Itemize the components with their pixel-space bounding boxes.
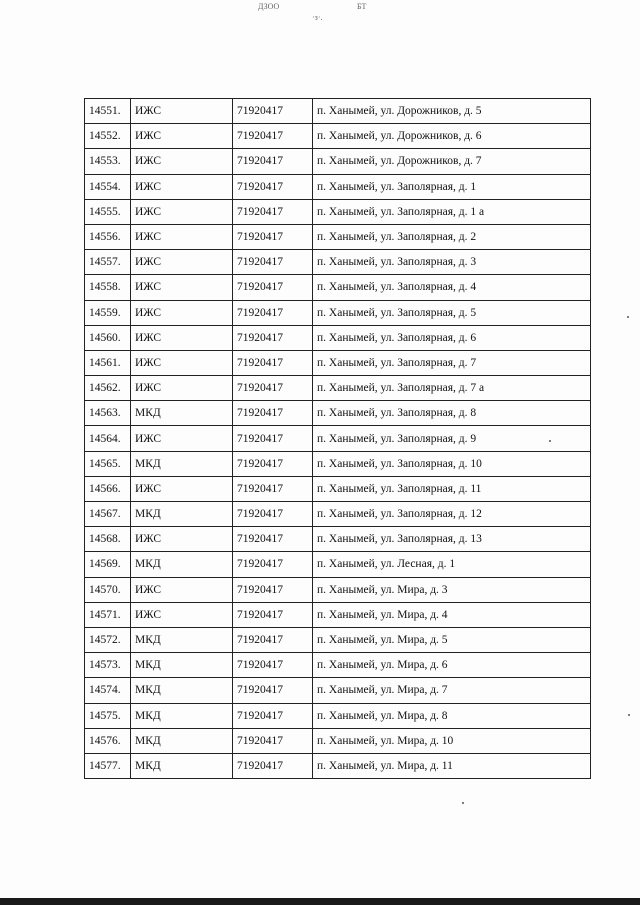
building-type-cell: ИЖС: [131, 476, 233, 501]
address-cell: п. Ханымей, ул. Заполярная, д. 12: [313, 502, 591, 527]
building-type-cell: ИЖС: [131, 99, 233, 124]
address-cell: п. Ханымей, ул. Заполярная, д. 5: [313, 300, 591, 325]
table-row: [85, 350, 591, 375]
table-row: [85, 653, 591, 678]
table-row: [85, 275, 591, 300]
building-type-cell: МКД: [131, 401, 233, 426]
address-cell: п. Ханымей, ул. Заполярная, д. 7: [313, 350, 591, 375]
oktmo-code-cell: 71920417: [233, 602, 313, 627]
address-cell: п. Ханымей, ул. Дорожников, д. 6: [313, 124, 591, 149]
oktmo-code-cell: 71920417: [233, 325, 313, 350]
oktmo-code-cell: 71920417: [233, 552, 313, 577]
row-number-cell: 14576.: [85, 728, 131, 753]
address-cell: п. Ханымей, ул. Мира, д. 4: [313, 602, 591, 627]
oktmo-code-cell: 71920417: [233, 577, 313, 602]
oktmo-code-cell: 71920417: [233, 250, 313, 275]
row-number-cell: 14564.: [85, 426, 131, 451]
row-number-cell: 14561.: [85, 350, 131, 375]
address-cell: п. Ханымей, ул. Мира, д. 5: [313, 627, 591, 652]
row-number-cell: 14569.: [85, 552, 131, 577]
scan-mark-right: БТ: [357, 2, 367, 11]
table-row: [85, 678, 591, 703]
oktmo-code-cell: 71920417: [233, 476, 313, 501]
table-row: [85, 552, 591, 577]
building-type-cell: ИЖС: [131, 376, 233, 401]
oktmo-code-cell: 71920417: [233, 753, 313, 778]
address-cell: п. Ханымей, ул. Мира, д. 3: [313, 577, 591, 602]
table-row: [85, 451, 591, 476]
building-type-cell: МКД: [131, 451, 233, 476]
table-row: [85, 376, 591, 401]
address-cell: п. Ханымей, ул. Заполярная, д. 7 а: [313, 376, 591, 401]
address-cell: п. Ханымей, ул. Заполярная, д. 1: [313, 174, 591, 199]
row-number-cell: 14560.: [85, 325, 131, 350]
table-row: [85, 300, 591, 325]
address-cell: п. Ханымей, ул. Заполярная, д. 11: [313, 476, 591, 501]
building-type-cell: МКД: [131, 703, 233, 728]
registry-table: [84, 98, 591, 779]
row-number-cell: 14551.: [85, 99, 131, 124]
row-number-cell: 14566.: [85, 476, 131, 501]
building-type-cell: МКД: [131, 552, 233, 577]
row-number-cell: 14557.: [85, 250, 131, 275]
table-row: [85, 199, 591, 224]
table-row: [85, 502, 591, 527]
address-cell: п. Ханымей, ул. Дорожников, д. 5: [313, 99, 591, 124]
address-cell: п. Ханымей, ул. Мира, д. 6: [313, 653, 591, 678]
building-type-cell: ИЖС: [131, 174, 233, 199]
building-type-cell: МКД: [131, 653, 233, 678]
address-cell: п. Ханымей, ул. Мира, д. 8: [313, 703, 591, 728]
building-type-cell: МКД: [131, 502, 233, 527]
row-number-cell: 14553.: [85, 149, 131, 174]
scan-mark-sub: ·з·.: [312, 13, 323, 22]
row-number-cell: 14570.: [85, 577, 131, 602]
oktmo-code-cell: 71920417: [233, 728, 313, 753]
address-cell: п. Ханымей, ул. Заполярная, д. 13: [313, 527, 591, 552]
building-type-cell: ИЖС: [131, 124, 233, 149]
table-row: [85, 401, 591, 426]
building-type-cell: МКД: [131, 678, 233, 703]
row-number-cell: 14562.: [85, 376, 131, 401]
row-number-cell: 14552.: [85, 124, 131, 149]
table-row: [85, 728, 591, 753]
building-type-cell: ИЖС: [131, 426, 233, 451]
address-cell: п. Ханымей, ул. Заполярная, д. 3: [313, 250, 591, 275]
row-number-cell: 14572.: [85, 627, 131, 652]
table-row: [85, 476, 591, 501]
building-type-cell: ИЖС: [131, 350, 233, 375]
address-cell: п. Ханымей, ул. Заполярная, д. 1 а: [313, 199, 591, 224]
oktmo-code-cell: 71920417: [233, 426, 313, 451]
registry-table-body: [85, 99, 591, 779]
oktmo-code-cell: 71920417: [233, 527, 313, 552]
oktmo-code-cell: 71920417: [233, 451, 313, 476]
table-row: [85, 224, 591, 249]
building-type-cell: ИЖС: [131, 527, 233, 552]
table-row: [85, 602, 591, 627]
row-number-cell: 14577.: [85, 753, 131, 778]
oktmo-code-cell: 71920417: [233, 124, 313, 149]
row-number-cell: 14563.: [85, 401, 131, 426]
table-row: [85, 703, 591, 728]
address-cell: п. Ханымей, ул. Заполярная, д. 6: [313, 325, 591, 350]
building-type-cell: ИЖС: [131, 250, 233, 275]
address-cell: п. Ханымей, ул. Заполярная, д. 4: [313, 275, 591, 300]
row-number-cell: 14571.: [85, 602, 131, 627]
oktmo-code-cell: 71920417: [233, 653, 313, 678]
building-type-cell: МКД: [131, 728, 233, 753]
table-row: [85, 124, 591, 149]
address-cell: п. Ханымей, ул. Заполярная, д. 2: [313, 224, 591, 249]
row-number-cell: 14575.: [85, 703, 131, 728]
table-row: [85, 577, 591, 602]
building-type-cell: ИЖС: [131, 199, 233, 224]
oktmo-code-cell: 71920417: [233, 174, 313, 199]
scan-speck: [627, 316, 629, 318]
table-row: [85, 99, 591, 124]
row-number-cell: 14558.: [85, 275, 131, 300]
building-type-cell: ИЖС: [131, 149, 233, 174]
row-number-cell: 14556.: [85, 224, 131, 249]
building-type-cell: ИЖС: [131, 300, 233, 325]
address-cell: п. Ханымей, ул. Заполярная, д. 10: [313, 451, 591, 476]
table-row: [85, 527, 591, 552]
table-row: [85, 250, 591, 275]
building-type-cell: ИЖС: [131, 325, 233, 350]
building-type-cell: МКД: [131, 627, 233, 652]
scan-speck: [462, 802, 464, 804]
building-type-cell: МКД: [131, 753, 233, 778]
table-row: [85, 174, 591, 199]
row-number-cell: 14574.: [85, 678, 131, 703]
address-cell: п. Ханымей, ул. Заполярная, д. 9: [313, 426, 591, 451]
scan-mark-left: ДЗОО: [258, 2, 280, 11]
oktmo-code-cell: 71920417: [233, 199, 313, 224]
address-cell: п. Ханымей, ул. Мира, д. 11: [313, 753, 591, 778]
oktmo-code-cell: 71920417: [233, 350, 313, 375]
oktmo-code-cell: 71920417: [233, 703, 313, 728]
address-cell: п. Ханымей, ул. Заполярная, д. 8: [313, 401, 591, 426]
oktmo-code-cell: 71920417: [233, 401, 313, 426]
address-cell: п. Ханымей, ул. Мира, д. 7: [313, 678, 591, 703]
oktmo-code-cell: 71920417: [233, 627, 313, 652]
scan-bottom-edge: [0, 898, 640, 905]
building-type-cell: ИЖС: [131, 275, 233, 300]
table-row: [85, 753, 591, 778]
oktmo-code-cell: 71920417: [233, 678, 313, 703]
table-row: [85, 627, 591, 652]
row-number-cell: 14555.: [85, 199, 131, 224]
building-type-cell: ИЖС: [131, 224, 233, 249]
table-row: [85, 149, 591, 174]
row-number-cell: 14568.: [85, 527, 131, 552]
row-number-cell: 14565.: [85, 451, 131, 476]
oktmo-code-cell: 71920417: [233, 300, 313, 325]
address-cell: п. Ханымей, ул. Мира, д. 10: [313, 728, 591, 753]
oktmo-code-cell: 71920417: [233, 99, 313, 124]
building-type-cell: ИЖС: [131, 577, 233, 602]
oktmo-code-cell: 71920417: [233, 502, 313, 527]
address-cell: п. Ханымей, ул. Дорожников, д. 7: [313, 149, 591, 174]
oktmo-code-cell: 71920417: [233, 149, 313, 174]
scan-speck: [628, 714, 630, 716]
oktmo-code-cell: 71920417: [233, 275, 313, 300]
building-type-cell: ИЖС: [131, 602, 233, 627]
table-row: [85, 325, 591, 350]
address-cell: п. Ханымей, ул. Лесная, д. 1: [313, 552, 591, 577]
table-row: [85, 426, 591, 451]
row-number-cell: 14573.: [85, 653, 131, 678]
row-number-cell: 14559.: [85, 300, 131, 325]
row-number-cell: 14567.: [85, 502, 131, 527]
row-number-cell: 14554.: [85, 174, 131, 199]
oktmo-code-cell: 71920417: [233, 224, 313, 249]
oktmo-code-cell: 71920417: [233, 376, 313, 401]
